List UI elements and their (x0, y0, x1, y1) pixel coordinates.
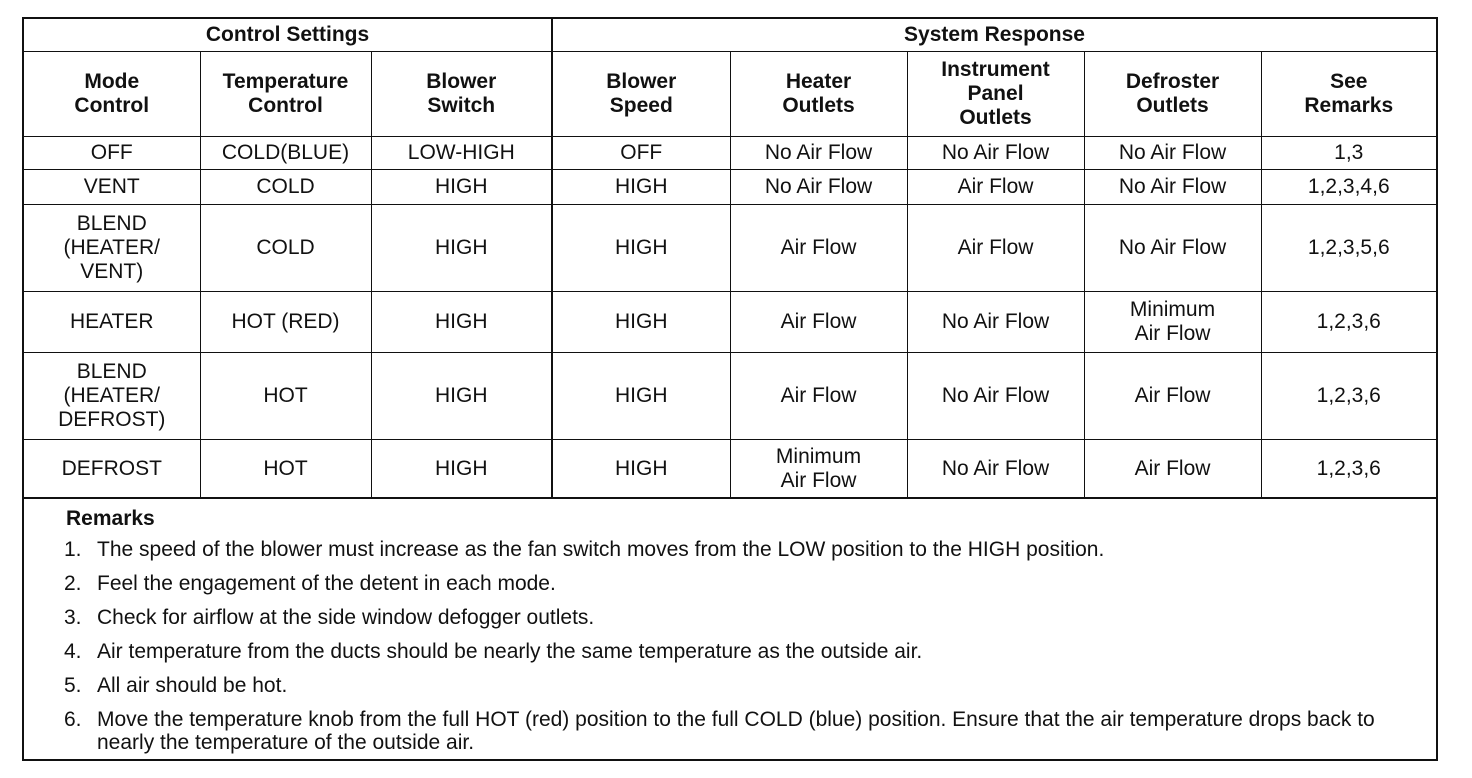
cell-line: No Air Flow (941, 141, 1050, 164)
cell-line: Minimum (775, 445, 862, 468)
cell-defroster-outlets (1084, 170, 1261, 205)
cell-heater-outlets (730, 353, 907, 440)
cell-line: No Air Flow (764, 141, 873, 164)
cell-mode (24, 292, 200, 353)
cell-defroster-outlets (1084, 353, 1261, 440)
table-row (24, 353, 1436, 440)
header-line: Control (74, 94, 150, 117)
group-header-system-response: System Response (552, 19, 1436, 52)
header-see-remarks (1261, 52, 1436, 137)
header-line: Panel (967, 82, 1024, 105)
header-line: Speed (609, 94, 673, 117)
remark-number: 4. (64, 640, 82, 663)
remark-item (24, 708, 1436, 754)
cell-line: VENT (83, 175, 140, 198)
cell-line: HIGH (435, 457, 488, 480)
cell-defroster-outlets (1084, 137, 1261, 170)
cell-defroster-outlets (1084, 440, 1261, 499)
cell-line: 1,2,3,6 (1316, 384, 1381, 407)
cell-line: (HEATER/ (63, 236, 160, 259)
cell-line: DEFROST (61, 457, 162, 480)
cell-heater-outlets (730, 170, 907, 205)
cell-remarks (1261, 440, 1436, 499)
cell-mode (24, 170, 200, 205)
header-line: Switch (427, 94, 496, 117)
table-row (24, 170, 1436, 205)
table-row (24, 440, 1436, 499)
remark-number: 5. (64, 674, 82, 697)
cell-line: No Air Flow (1118, 175, 1227, 198)
header-line: Heater (785, 70, 852, 93)
remarks-section (24, 497, 1436, 765)
cell-line: HIGH (435, 384, 488, 407)
cell-temperature (200, 205, 371, 292)
cell-temperature (200, 137, 371, 170)
cell-line: OFF (90, 141, 133, 164)
cell-remarks (1261, 170, 1436, 205)
header-line: Control (248, 94, 323, 117)
cell-defroster-outlets (1084, 205, 1261, 292)
cell-mode (24, 440, 200, 499)
remark-text: Move the temperature knob from the full HOT (red) position to the full COLD (blue) position. Ensure that the air temperature drops back to nearly the temperature of the outside air. (97, 708, 1375, 754)
cell-line: 1,2,3,4,6 (1307, 175, 1390, 198)
cell-line: COLD (256, 236, 315, 259)
cell-line: Air Flow (780, 236, 857, 259)
cell-panel-outlets (907, 137, 1084, 170)
cell-line: COLD (256, 175, 315, 198)
cell-line: Air Flow (780, 469, 857, 492)
cell-defroster-outlets (1084, 292, 1261, 353)
cell-line: HIGH (435, 310, 488, 333)
header-line: Outlets (1136, 94, 1209, 117)
header-heater-outlets (730, 52, 907, 137)
remark-item (24, 640, 1436, 663)
cell-line: HOT (RED) (231, 310, 340, 333)
cell-line: 1,2,3,6 (1316, 310, 1381, 333)
remark-number: 6. (64, 708, 82, 731)
cell-line: No Air Flow (941, 457, 1050, 480)
cell-line: Air Flow (780, 384, 857, 407)
cell-line: HIGH (615, 384, 668, 407)
cell-heater-outlets (730, 292, 907, 353)
column-header-row (24, 52, 1436, 137)
cell-blower-switch (371, 353, 552, 440)
cell-line: (HEATER/ (63, 384, 160, 407)
header-line: Outlets (782, 94, 855, 117)
cell-line: HOT (263, 457, 308, 480)
cell-line: Air Flow (957, 236, 1034, 259)
remark-text: The speed of the blower must increase as the fan switch moves from the LOW position to the HIGH position. (97, 538, 1105, 561)
cell-line: 1,2,3,5,6 (1307, 236, 1390, 259)
cell-line: 1,3 (1334, 141, 1364, 164)
header-line: Blower (426, 70, 497, 93)
header-line: Instrument (941, 58, 1050, 81)
header-line: Defroster (1125, 70, 1220, 93)
cell-line: HIGH (615, 175, 668, 198)
cell-heater-outlets (730, 137, 907, 170)
cell-temperature (200, 170, 371, 205)
header-line: See (1330, 70, 1368, 93)
table-row (24, 137, 1436, 170)
header-blower-speed (552, 52, 730, 137)
cell-line: 1,2,3,6 (1316, 457, 1381, 480)
cell-blower-speed (552, 353, 730, 440)
cell-heater-outlets (730, 440, 907, 499)
cell-line: HIGH (615, 236, 668, 259)
cell-line: OFF (620, 141, 663, 164)
cell-line: No Air Flow (941, 384, 1050, 407)
table-row (24, 292, 1436, 353)
cell-line: COLD(BLUE) (221, 141, 350, 164)
header-blower-switch (371, 52, 552, 137)
cell-temperature (200, 440, 371, 499)
cell-line: No Air Flow (764, 175, 873, 198)
cell-line: VENT) (80, 260, 144, 283)
remarks-title: Remarks (66, 507, 155, 530)
remark-text: Air temperature from the ducts should be nearly the same temperature as the outside air. (97, 640, 923, 663)
cell-blower-speed (552, 205, 730, 292)
cell-heater-outlets (730, 205, 907, 292)
cell-line: Air Flow (957, 175, 1034, 198)
cell-mode (24, 205, 200, 292)
table-row (24, 205, 1436, 292)
remark-item (24, 606, 1436, 629)
table-body (24, 137, 1436, 499)
cell-line: Air Flow (1134, 457, 1211, 480)
remark-item (24, 572, 1436, 595)
cell-line: Air Flow (1134, 322, 1211, 345)
cell-line: DEFROST) (58, 408, 166, 431)
cell-blower-switch (371, 205, 552, 292)
cell-remarks (1261, 205, 1436, 292)
cell-line: BLEND (76, 212, 147, 235)
cell-line: Minimum (1129, 298, 1216, 321)
cell-line: No Air Flow (1118, 141, 1227, 164)
remark-item (24, 538, 1436, 561)
cell-line: HIGH (615, 457, 668, 480)
cell-line: HEATER (69, 310, 154, 333)
cell-blower-switch (371, 137, 552, 170)
cell-line: HIGH (615, 310, 668, 333)
header-instrument-panel-outlets (907, 52, 1084, 137)
header-defroster-outlets (1084, 52, 1261, 137)
cell-temperature (200, 353, 371, 440)
cell-blower-switch (371, 292, 552, 353)
cell-blower-speed (552, 137, 730, 170)
remarks-list (24, 538, 1436, 754)
remark-text: Feel the engagement of the detent in each mode. (97, 572, 556, 595)
cell-line: Air Flow (1134, 384, 1211, 407)
cell-panel-outlets (907, 292, 1084, 353)
header-line: Blower (606, 70, 677, 93)
remark-number: 3. (64, 606, 82, 629)
cell-blower-speed (552, 170, 730, 205)
cell-mode (24, 137, 200, 170)
cell-line: HIGH (435, 236, 488, 259)
cell-panel-outlets (907, 205, 1084, 292)
cell-line: LOW-HIGH (407, 141, 515, 164)
cell-line: HOT (263, 384, 308, 407)
cell-remarks (1261, 292, 1436, 353)
cell-panel-outlets (907, 353, 1084, 440)
header-line: Mode (84, 70, 140, 93)
header-temperature-control (200, 52, 371, 137)
remark-item (24, 674, 1436, 697)
cell-panel-outlets (907, 170, 1084, 205)
remark-text: Check for airflow at the side window defogger outlets. (97, 606, 595, 629)
hvac-control-table (24, 19, 1436, 499)
header-mode-control (24, 52, 200, 137)
cell-remarks (1261, 353, 1436, 440)
cell-blower-speed (552, 292, 730, 353)
cell-line: HIGH (435, 175, 488, 198)
remark-number: 1. (64, 538, 82, 561)
header-line: Temperature (222, 70, 349, 93)
cell-blower-switch (371, 170, 552, 205)
header-line: Outlets (959, 106, 1032, 129)
hvac-test-document (22, 17, 1438, 761)
cell-panel-outlets (907, 440, 1084, 499)
cell-blower-switch (371, 440, 552, 499)
cell-temperature (200, 292, 371, 353)
remark-text: All air should be hot. (97, 674, 288, 697)
remark-number: 2. (64, 572, 82, 595)
cell-blower-speed (552, 440, 730, 499)
cell-line: No Air Flow (1118, 236, 1227, 259)
group-header-control-settings: Control Settings (24, 19, 552, 52)
cell-remarks (1261, 137, 1436, 170)
cell-line: No Air Flow (941, 310, 1050, 333)
cell-line: BLEND (76, 360, 147, 383)
cell-mode (24, 353, 200, 440)
cell-line: Air Flow (780, 310, 857, 333)
header-line: Remarks (1304, 94, 1394, 117)
